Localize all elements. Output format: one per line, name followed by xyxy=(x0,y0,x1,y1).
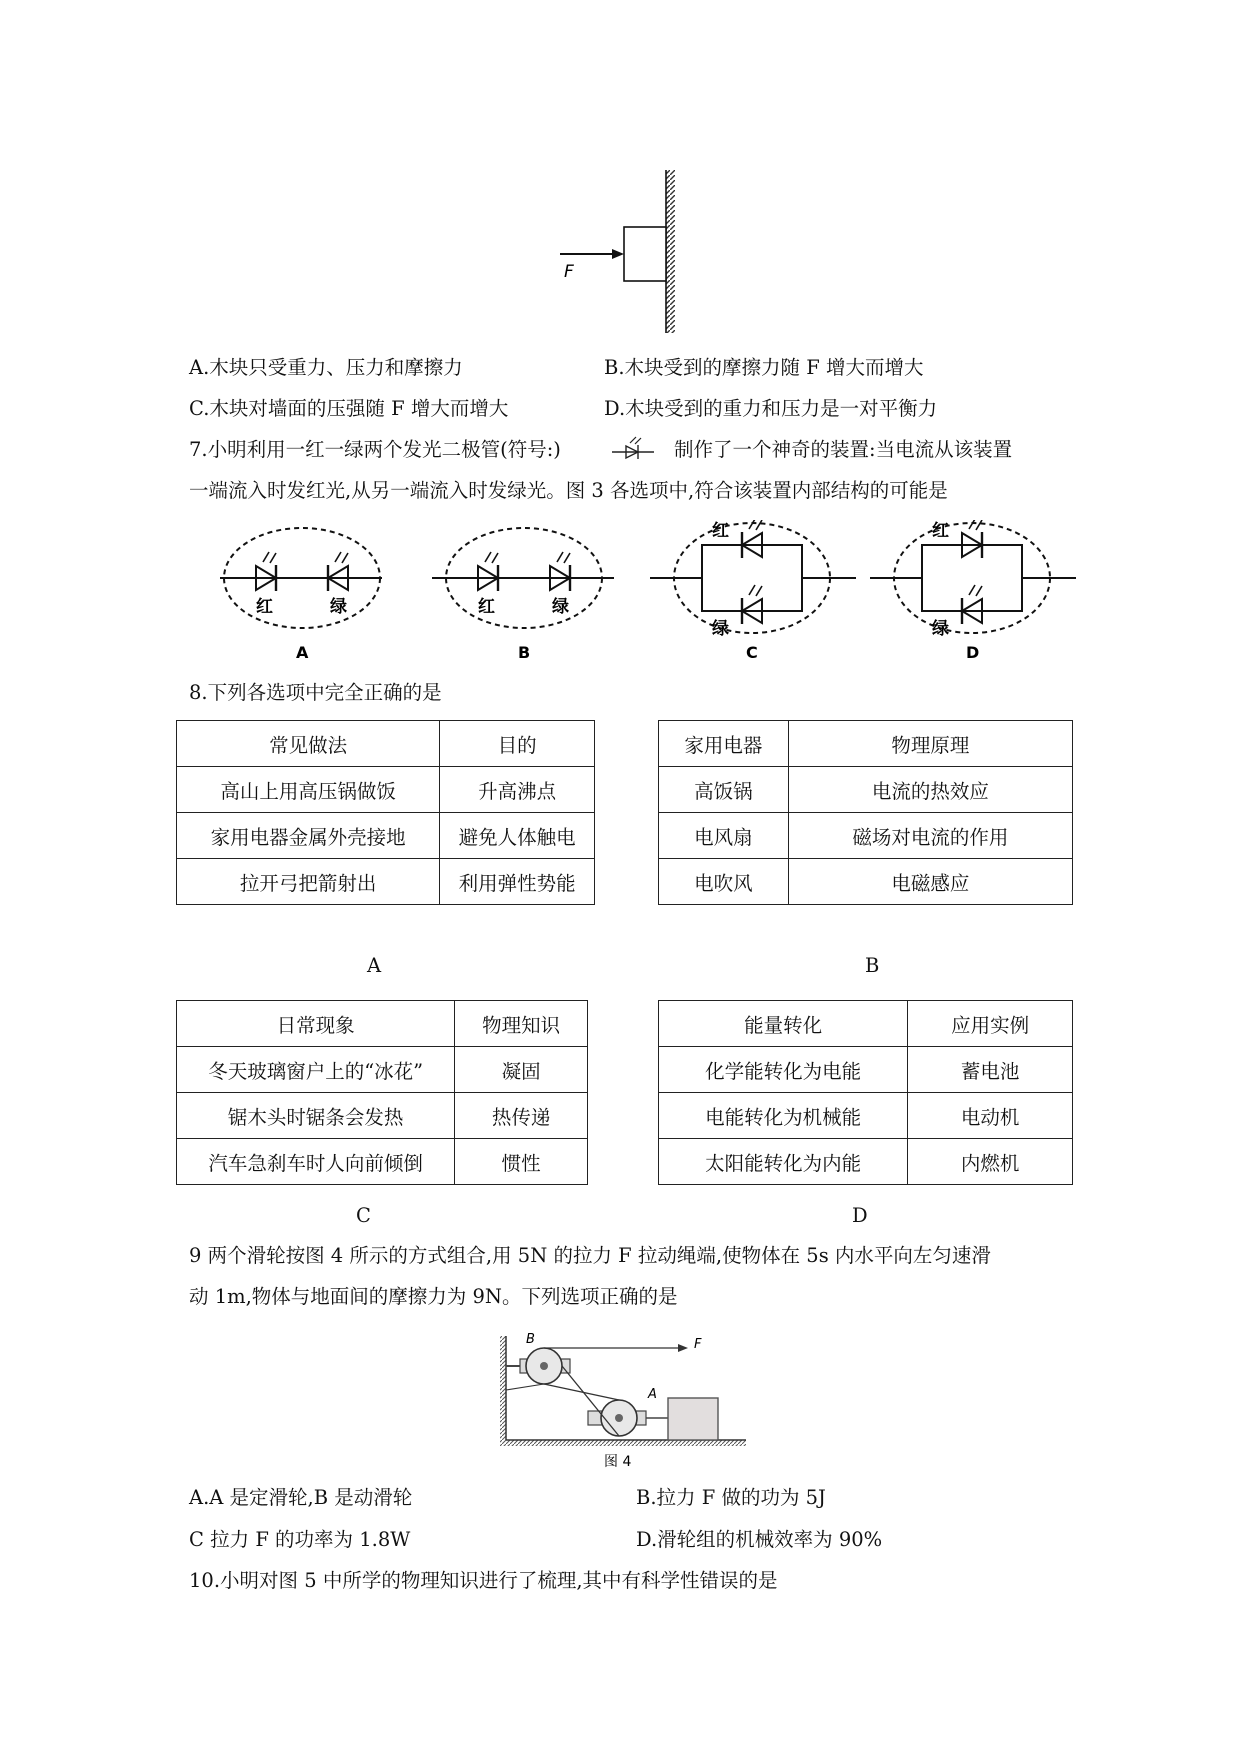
diagram-b-letter: B xyxy=(518,643,531,662)
figure-4-pulleys xyxy=(498,1328,758,1470)
q8-table-b xyxy=(658,720,1073,905)
led-symbol-icon xyxy=(610,434,656,462)
table-header: 物理原理 xyxy=(788,721,1072,767)
table-cell: 冬天玻璃窗户上的“冰花” xyxy=(177,1047,455,1093)
wall xyxy=(666,170,675,333)
table-cell: 锯木头时锯条会发热 xyxy=(177,1093,455,1139)
q8-stem: 8.下列各选项中完全正确的是 xyxy=(189,681,442,704)
table-cell: 电吹风 xyxy=(659,859,789,905)
table-cell: 太阳能转化为内能 xyxy=(659,1139,908,1185)
table-header: 能量转化 xyxy=(659,1001,908,1047)
q9-option-d: D.滑轮组的机械效率为 90% xyxy=(636,1528,883,1551)
q6-option-b: B.木块受到的摩擦力随 F 增大而增大 xyxy=(604,356,924,379)
table-cell: 电磁感应 xyxy=(788,859,1072,905)
diagram-d-green-label: 绿 xyxy=(932,619,949,639)
q8-table-a xyxy=(176,720,595,905)
table-cell: 利用弹性势能 xyxy=(440,859,595,905)
q10-stem: 10.小明对图 5 中所学的物理知识进行了梳理,其中有科学性错误的是 xyxy=(189,1569,778,1592)
table-header: 常见做法 xyxy=(177,721,440,767)
diagram-d-letter: D xyxy=(966,643,980,662)
pulley-b-label: B xyxy=(526,1332,535,1347)
diagram-a-green-label: 绿 xyxy=(330,597,347,617)
figure-4-caption: 图 4 xyxy=(604,1454,632,1470)
q8-table-d-label: D xyxy=(852,1204,868,1227)
q9-option-c: C 拉力 F 的功率为 1.8W xyxy=(189,1528,411,1551)
diagram-c xyxy=(650,520,856,662)
q9-option-a: A.A 是定滑轮,B 是动滑轮 xyxy=(189,1486,413,1509)
q6-option-c: C.木块对墙面的压强随 F 增大而增大 xyxy=(189,397,509,420)
table-cell: 蓄电池 xyxy=(908,1047,1073,1093)
table-header: 家用电器 xyxy=(659,721,789,767)
diagram-a xyxy=(220,528,382,662)
ground xyxy=(506,1440,746,1446)
diagram-d-red-label: 红 xyxy=(932,521,949,541)
table-cell: 高饭锅 xyxy=(659,767,789,813)
table-header: 物理知识 xyxy=(455,1001,588,1047)
q6-option-a: A.木块只受重力、压力和摩擦力 xyxy=(189,356,463,379)
diagram-b xyxy=(432,528,614,662)
figure-3-diagrams xyxy=(210,520,1090,670)
q9-option-b: B.拉力 F 做的功为 5J xyxy=(636,1486,826,1509)
table-cell: 热传递 xyxy=(455,1093,588,1139)
diagram-a-red-label: 红 xyxy=(256,597,273,617)
q8-table-d xyxy=(658,1000,1073,1185)
diagram-d xyxy=(870,520,1076,662)
table-cell: 家用电器金属外壳接地 xyxy=(177,813,440,859)
pulley-a-label: A xyxy=(648,1387,657,1402)
table-cell: 升高沸点 xyxy=(440,767,595,813)
object-block xyxy=(668,1398,718,1440)
table-cell: 磁场对电流的作用 xyxy=(788,813,1072,859)
table-cell: 避免人体触电 xyxy=(440,813,595,859)
q7-stem-line2: 一端流入时发红光,从另一端流入时发绿光。图 3 各选项中,符合该装置内部结构的可能是 xyxy=(189,479,948,502)
table-cell: 电风扇 xyxy=(659,813,789,859)
q7-stem-line1-start: 7.小明利用一红一绿两个发光二极管(符号:) xyxy=(189,438,561,461)
diagram-c-red-label: 红 xyxy=(712,521,729,541)
table-cell: 惯性 xyxy=(455,1139,588,1185)
wall-block-figure xyxy=(550,165,690,340)
q8-table-a-label: A xyxy=(367,954,382,977)
diagram-c-letter: C xyxy=(746,643,758,662)
table-cell: 化学能转化为电能 xyxy=(659,1047,908,1093)
table-header: 应用实例 xyxy=(908,1001,1073,1047)
force-label: F xyxy=(694,1337,702,1352)
q9-stem-line2: 动 1m,物体与地面间的摩擦力为 9N。下列选项正确的是 xyxy=(189,1285,678,1308)
table-cell: 凝固 xyxy=(455,1047,588,1093)
diagram-b-green-label: 绿 xyxy=(552,597,569,617)
table-header: 目的 xyxy=(440,721,595,767)
diagram-c-green-label: 绿 xyxy=(712,619,729,639)
wooden-block xyxy=(624,227,666,281)
diagram-b-red-label: 红 xyxy=(478,597,495,617)
table-cell: 电能转化为机械能 xyxy=(659,1093,908,1139)
q8-table-c xyxy=(176,1000,588,1185)
q7-stem-line1-end: 制作了一个神奇的装置:当电流从该装置 xyxy=(674,438,1013,461)
q6-option-d: D.木块受到的重力和压力是一对平衡力 xyxy=(604,397,938,420)
q9-stem-line1: 9 两个滑轮按图 4 所示的方式组合,用 5N 的拉力 F 拉动绳端,使物体在 5s 内水平向左匀速滑 xyxy=(189,1244,991,1267)
table-cell: 电动机 xyxy=(908,1093,1073,1139)
table-cell: 内燃机 xyxy=(908,1139,1073,1185)
diagram-a-letter: A xyxy=(296,643,309,662)
q8-table-c-label: C xyxy=(356,1204,371,1227)
force-label: F xyxy=(564,262,574,282)
table-cell: 汽车急刹车时人向前倾倒 xyxy=(177,1139,455,1185)
table-cell: 拉开弓把箭射出 xyxy=(177,859,440,905)
table-cell: 高山上用高压锅做饭 xyxy=(177,767,440,813)
wall xyxy=(500,1336,506,1446)
table-cell: 电流的热效应 xyxy=(788,767,1072,813)
table-header: 日常现象 xyxy=(177,1001,455,1047)
q8-table-b-label: B xyxy=(865,954,880,977)
